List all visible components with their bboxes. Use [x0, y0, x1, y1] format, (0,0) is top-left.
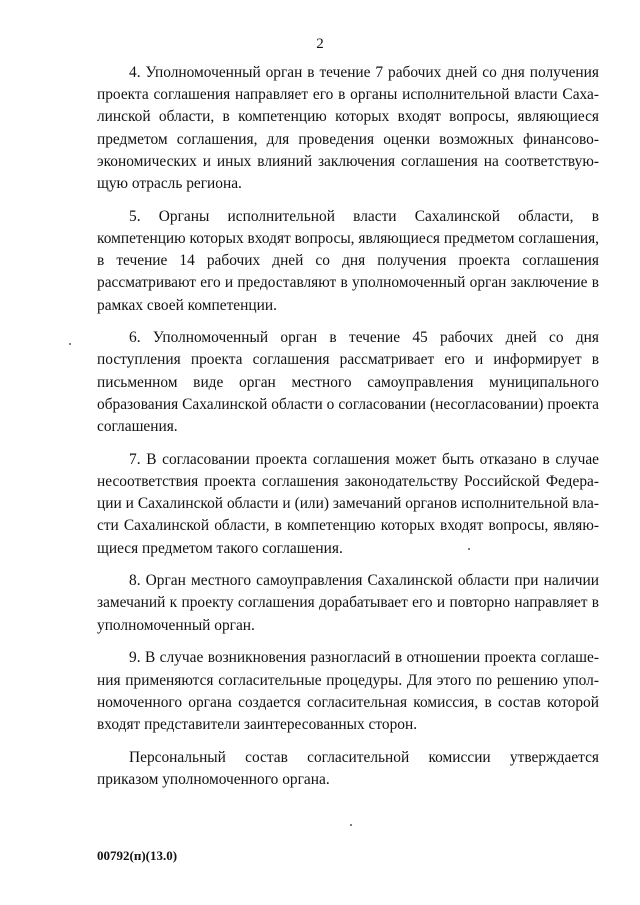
scan-speck	[468, 548, 470, 550]
scan-speck	[350, 824, 352, 826]
paragraph-7: 7. В согласовании проекта соглашения может быть отказано в случае несоответствия проекта соглашения законодательству Российской Федерации и Сахалинской области и (или) замечаний органов исполнительной власти Сахалинской области, в компетенцию которых входят вопросы, являющиеся предметом такого соглашения.	[97, 450, 599, 557]
paragraph-8: 8. Орган местного самоуправления Сахалинской области при наличии замечаний к проекту соглашения дорабатывает его и повторно направляет в уполномоченный орган.	[97, 572, 599, 634]
document-body	[97, 62, 599, 802]
paragraph-9: 9. В случае возникновения разногласий в отношении проекта соглашения применяются согласительные процедуры. Для этого по решению уполномоченного органа создается согласительная комиссия, в состав которой входят представители заинтересованных сторон.	[97, 649, 599, 733]
paragraph-5: 5. Органы исполнительной власти Сахалинской области, в компетенцию которых входят вопросы, являющиеся предметом соглашения, в течение 14 рабочих дней со дня получения проекта соглашения рассматривают его и предоставляют в уполномоченный орган заключение в рамках своей компетенции.	[97, 207, 599, 314]
page-number: 2	[316, 36, 324, 52]
paragraph-6: 6. Уполномоченный орган в течение 45 рабочих дней со дня поступления проекта соглашения рассматривает его и информирует в письменном виде орган местного самоуправления муниципального образования Сахалинской области о согласовании (несогласовании) проекта соглашения.	[97, 329, 599, 436]
paragraph-4: 4. Уполномоченный орган в течение 7 рабочих дней со дня получения проекта соглашения направляет его в органы исполнительной власти Сахалинской области, в компетенцию которых входят вопросы, являющиеся предметом соглашения, для проведения оценки возможных финансово-экономических и иных влияний заключения соглашения на соответствующую отрасль региона.	[97, 64, 599, 193]
scan-speck	[69, 343, 71, 345]
paragraph-commission: Персональный состав согласительной комиссии утверждается приказом уполномоченного органа.	[97, 748, 599, 788]
document-code: 00792(п)(13.0)	[97, 848, 178, 863]
